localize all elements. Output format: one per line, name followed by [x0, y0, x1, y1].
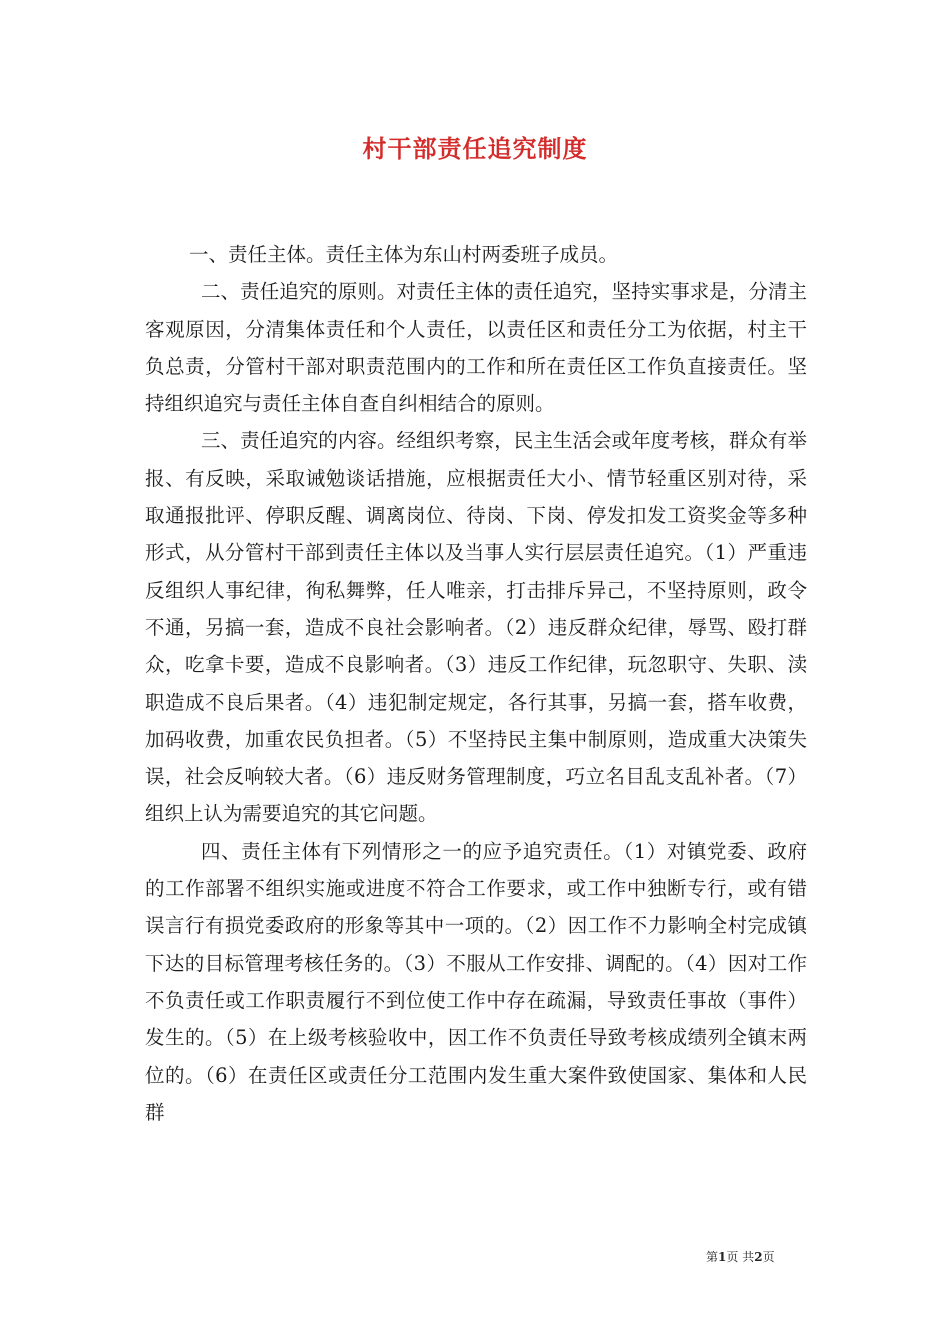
- total-pages-number: 2: [754, 1250, 763, 1264]
- footer-prefix: 第: [706, 1250, 719, 1264]
- paragraph-responsible-subject: 一、责任主体。责任主体为东山村两委班子成员。: [189, 243, 619, 266]
- document-title: 村干部责任追究制度: [362, 134, 588, 163]
- page-number-footer: [706, 1249, 775, 1265]
- footer-suffix: 页: [762, 1250, 775, 1264]
- paragraph-accountability-situations: 四、责任主体有下列情形之一的应予追究责任。（1）对镇党委、政府的工作部署不组织实施或进度不符合工作要求，或工作中独断专行，或有错误言行有损党委政府的形象等其中一项的。（2）因工作不力影响全村完成镇下达的目标管理考核任务的。（3）不服从工作安排、调配的。（4）因对工作不负责任或工作职责履行不到位使工作中存在疏漏，导致责任事故（事件）发生的。（5）在上级考核验收中，因工作不负责任导致考核成绩列全镇末两位的。（6）在责任区或责任分工范围内发生重大案件致使国家、集体和人民群: [145, 839, 807, 1124]
- paragraph-accountability-principles: 二、责任追究的原则。对责任主体的责任追究，坚持实事求是，分清主客观原因，分清集体责任和个人责任，以责任区和责任分工为依据，村主干负总责，分管村干部对职责范围内的工作和所在责任区工作负直接责任。坚持组织追究与责任主体自查自纠相结合的原则。: [145, 280, 807, 416]
- paragraph-accountability-content: 三、责任追究的内容。经组织考察，民主生活会或年度考核，群众有举报、有反映，采取诫勉谈话措施，应根据责任大小、情节轻重区别对待，采取通报批评、停职反醒、调离岗位、待岗、下岗、停发扣发工资奖金等多种形式，从分管村干部到责任主体以及当事人实行层层责任追究。（1）严重违反组织人事纪律，徇私舞弊，任人唯亲，打击排斥异己，不坚持原则，政令不通，另搞一套，造成不良社会影响者。（2）违反群众纪律，辱骂、殴打群众，吃拿卡要，造成不良影响者。（3）违反工作纪律，玩忽职守、失职、渎职造成不良后果者。（4）违犯制定规定，各行其事，另搞一套，搭车收费，加码收费，加重农民负担者。（5）不坚持民主集中制原则，造成重大决策失误，社会反响较大者。（6）违反财务管理制度，巧立名目乱支乱补者。（7）组织上认为需要追究的其它问题。: [145, 429, 807, 826]
- current-page-number: 1: [718, 1250, 727, 1264]
- document-body: [145, 236, 807, 1131]
- footer-middle: 页 共: [726, 1250, 755, 1264]
